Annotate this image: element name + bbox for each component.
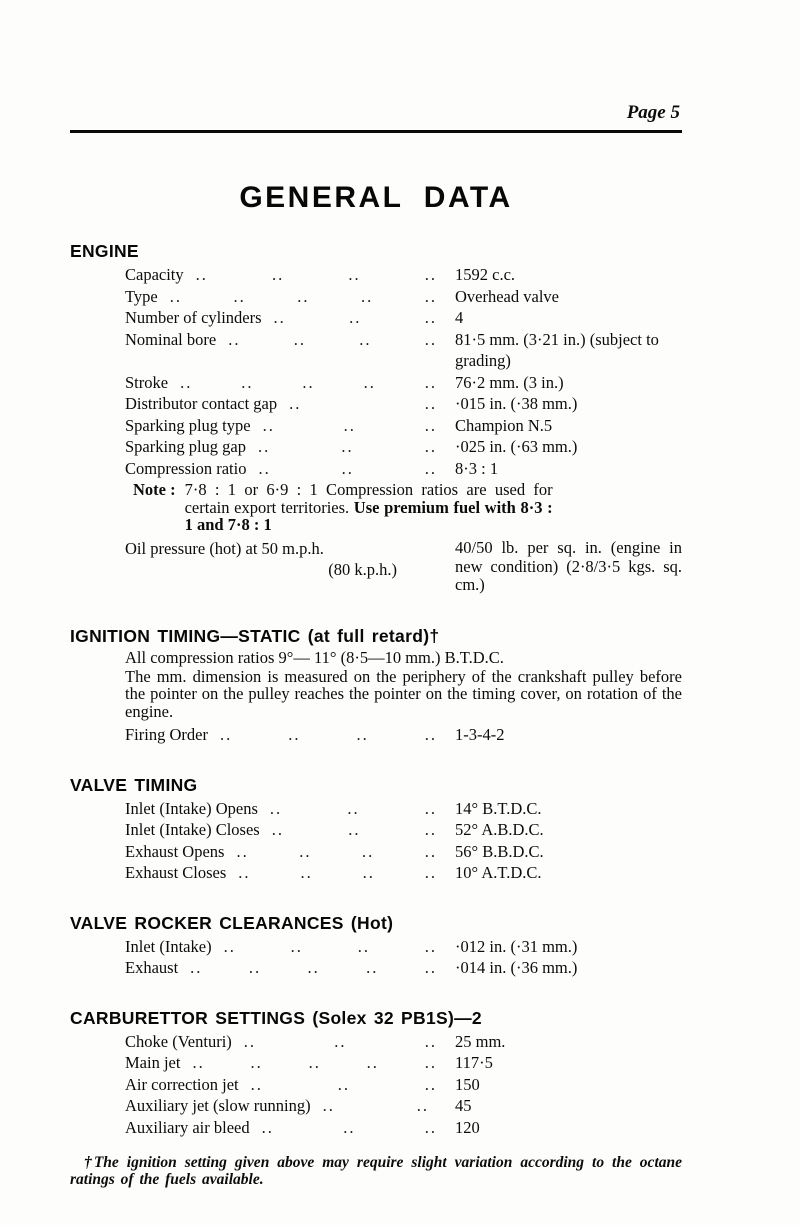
spec-value: 81·5 mm. (3·21 in.) (subject to grading) bbox=[455, 329, 659, 370]
spec-label: Auxiliary air bleed bbox=[125, 1117, 250, 1137]
rocker-rows bbox=[125, 936, 682, 979]
section-heading-valve-timing: VALVE TIMING bbox=[70, 774, 198, 795]
spec-row-choke bbox=[125, 1031, 682, 1053]
section-heading-carburettor: CARBURETTOR SETTINGS (Solex 32 PB1S)—2 bbox=[70, 1007, 482, 1028]
valve-timing-rows bbox=[125, 798, 682, 884]
spec-value: 10° A.T.D.C. bbox=[455, 863, 542, 882]
leader-dots: .. .. .. .. bbox=[223, 936, 437, 956]
footnote: †The ignition setting given above may require slight variation according to the octane ratings of the fuels available. bbox=[70, 1154, 682, 1188]
spec-row-rocker-inlet bbox=[125, 936, 682, 958]
leader-dots: .. .. bbox=[322, 1096, 429, 1115]
section-heading-ignition: IGNITION TIMING—STATIC (at full retard)† bbox=[70, 625, 440, 646]
spec-value: 150 bbox=[455, 1074, 480, 1094]
leader-dots: .. .. .. .. .. bbox=[180, 372, 437, 392]
spec-value: 56° B.B.D.C. bbox=[455, 841, 544, 861]
spec-value: ·014 in. (·36 mm.) bbox=[455, 958, 578, 977]
leader-dots: .. .. .. bbox=[273, 308, 437, 327]
spec-row-stroke bbox=[125, 372, 682, 394]
spec-label: Exhaust bbox=[125, 958, 179, 977]
section-heading-rocker: VALVE ROCKER CLEARANCES (Hot) bbox=[70, 912, 394, 933]
spec-row-nominal-bore bbox=[125, 329, 682, 372]
leader-dots: .. .. .. .. .. bbox=[190, 958, 437, 977]
oil-pressure-label bbox=[125, 538, 455, 581]
leader-dots: .. .. .. .. bbox=[236, 841, 437, 861]
spec-label: Nominal bore bbox=[125, 329, 217, 349]
note-text-bold: Use premium fuel with 8·3 : 1 and 7·8 : 1 bbox=[184, 497, 553, 534]
spec-value: ·015 in. (·38 mm.) bbox=[455, 394, 578, 413]
spec-value: 1592 c.c. bbox=[455, 265, 516, 284]
spec-value: ·025 in. (·63 mm.) bbox=[455, 437, 578, 456]
spec-row-rocker-exhaust bbox=[125, 957, 682, 979]
note-text bbox=[185, 481, 553, 534]
spec-value: 1-3-4-2 bbox=[455, 725, 505, 744]
spec-label: Stroke bbox=[125, 372, 169, 392]
spec-value: 8·3 : 1 bbox=[455, 458, 499, 478]
spec-label: Sparking plug gap bbox=[125, 437, 246, 456]
spec-label: Inlet (Intake) Closes bbox=[125, 820, 260, 839]
leader-dots: .. .. .. bbox=[258, 437, 437, 456]
leader-dots: .. .. .. .. bbox=[219, 725, 437, 744]
spec-label: Type bbox=[125, 286, 158, 306]
leader-dots: .. .. .. bbox=[250, 1074, 437, 1094]
spec-label: Sparking plug type bbox=[125, 415, 251, 435]
oil-pressure-label-line1: Oil pressure (hot) at 50 m.p.h. bbox=[125, 538, 324, 558]
spec-row-exhaust-opens bbox=[125, 841, 682, 863]
section-carburettor-settings bbox=[70, 1007, 682, 1139]
spec-label: Compression ratio bbox=[125, 458, 247, 478]
spec-label: Inlet (Intake) bbox=[125, 936, 212, 956]
spec-value: ·012 in. (·31 mm.) bbox=[455, 936, 578, 956]
leader-dots: .. .. .. bbox=[271, 820, 437, 839]
spec-label: Exhaust Closes bbox=[125, 863, 227, 882]
spec-row-plug-gap bbox=[125, 436, 682, 458]
spec-label: Distributor contact gap bbox=[125, 394, 278, 413]
spec-row-plug-type bbox=[125, 415, 682, 437]
spec-label: Firing Order bbox=[125, 725, 208, 744]
spec-row-exhaust-closes bbox=[125, 862, 682, 884]
spec-value: 120 bbox=[455, 1117, 480, 1137]
page-title: GENERAL DATA bbox=[239, 181, 513, 214]
page-number: Page 5 bbox=[626, 102, 680, 123]
spec-row-distributor-gap bbox=[125, 393, 682, 415]
spec-value: 25 mm. bbox=[455, 1031, 506, 1051]
spec-value: 52° A.B.D.C. bbox=[455, 820, 544, 839]
leader-dots: .. .. .. bbox=[258, 458, 437, 478]
spec-value: Overhead valve bbox=[455, 286, 559, 306]
carburettor-rows bbox=[125, 1031, 682, 1139]
spec-label: Exhaust Opens bbox=[125, 841, 225, 861]
ignition-rows bbox=[125, 724, 682, 746]
spec-row-auxiliary-jet bbox=[125, 1095, 682, 1117]
leader-dots: .. .. .. .. bbox=[228, 329, 437, 349]
spec-label: Choke (Venturi) bbox=[125, 1031, 232, 1051]
note-text-normal: 7·8 : 1 or 6·9 : 1 Compression ratios are used for certain export territories. bbox=[184, 480, 553, 517]
spec-label: Main jet bbox=[125, 1053, 181, 1072]
leader-dots: .. .. .. .. .. bbox=[192, 1053, 437, 1072]
spec-row-compression-ratio bbox=[125, 458, 682, 480]
spec-label: Air correction jet bbox=[125, 1074, 239, 1094]
spec-label: Auxiliary jet (slow running) bbox=[125, 1096, 311, 1115]
section-rocker-clearances bbox=[70, 912, 682, 979]
spec-row-firing-order bbox=[125, 724, 682, 746]
leader-dots: .. .. .. bbox=[243, 1031, 437, 1051]
header-rule bbox=[70, 130, 682, 133]
spec-value: 117·5 bbox=[455, 1053, 493, 1072]
section-heading-engine: ENGINE bbox=[70, 241, 139, 261]
spec-value: Champion N.5 bbox=[455, 415, 553, 435]
spec-row-inlet-opens bbox=[125, 798, 682, 820]
spec-label: Number of cylinders bbox=[125, 308, 262, 327]
leader-dots: .. .. .. .. .. bbox=[169, 286, 437, 306]
spec-row-air-correction-jet bbox=[125, 1074, 682, 1096]
spec-row-auxiliary-air-bleed bbox=[125, 1117, 682, 1139]
leader-dots: .. .. bbox=[289, 394, 437, 413]
spec-value: 14° B.T.D.C. bbox=[455, 798, 542, 818]
section-engine bbox=[70, 240, 682, 595]
oil-pressure-label-line2: (80 k.p.h.) bbox=[328, 560, 397, 579]
spec-value: 76·2 mm. (3 in.) bbox=[455, 372, 564, 392]
spec-value: 45 bbox=[455, 1096, 472, 1115]
ignition-para-1: All compression ratios 9°— 11° (8·5—10 mm.) B.T.D.C. bbox=[125, 647, 504, 667]
leader-dots: .. .. .. bbox=[262, 415, 437, 435]
leader-dots: .. .. .. .. bbox=[195, 265, 437, 284]
section-ignition-timing bbox=[70, 625, 682, 746]
spec-row-type bbox=[125, 286, 682, 308]
ignition-para-2: The mm. dimension is measured on the periphery of the crankshaft pulley before the pointer on the pulley reaches the pointer on the timing cover, on rotation of the engine. bbox=[125, 666, 682, 721]
spec-value: 40/50 lb. per sq. in. (engine in new condition) (2·8/3·5 kgs. sq. cm.) bbox=[455, 538, 682, 594]
note-label: Note : bbox=[133, 480, 176, 499]
spec-row-cylinders bbox=[125, 307, 682, 329]
engine-rows bbox=[125, 264, 682, 595]
section-valve-timing bbox=[70, 774, 682, 884]
leader-dots: .. .. .. .. bbox=[238, 863, 437, 882]
spec-row-oil-pressure bbox=[125, 538, 682, 595]
spec-value: 4 bbox=[455, 308, 464, 327]
spec-row-main-jet bbox=[125, 1052, 682, 1074]
leader-dots: .. .. .. bbox=[269, 798, 437, 818]
spec-label: Capacity bbox=[125, 265, 184, 284]
spec-row-capacity bbox=[125, 264, 682, 286]
engine-note bbox=[133, 481, 682, 534]
spec-row-inlet-closes bbox=[125, 819, 682, 841]
spec-label: Inlet (Intake) Opens bbox=[125, 798, 258, 818]
leader-dots: .. .. .. bbox=[261, 1117, 437, 1137]
